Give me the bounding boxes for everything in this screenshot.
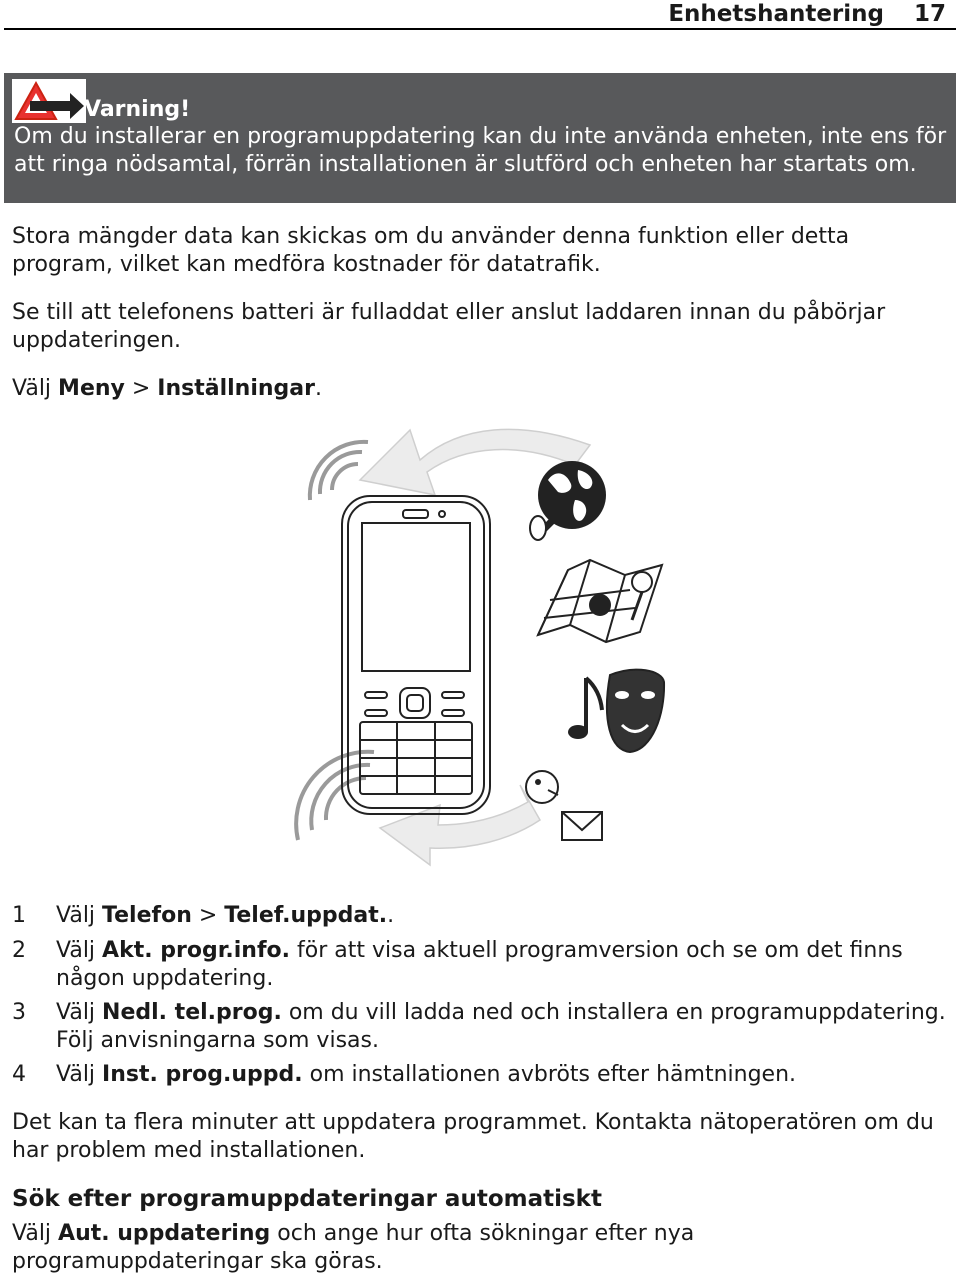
step-rest: . <box>387 903 395 928</box>
select-prefix: Välj <box>12 1221 59 1246</box>
auto-update-option: Aut. uppdatering <box>58 1221 271 1246</box>
select-prefix: Välj <box>12 376 59 401</box>
chat-icon <box>526 771 558 803</box>
paragraph-auto-update <box>12 1220 950 1276</box>
step-prefix: Välj <box>56 1000 103 1025</box>
globe-icon <box>530 461 606 540</box>
step-prefix: Välj <box>56 903 103 928</box>
current-version-option: Akt. progr.info. <box>102 938 291 963</box>
paragraph-duration: Det kan ta flera minuter att uppdatera programmet. Kontakta nätoperatören om du har problem med installationen. <box>12 1110 934 1163</box>
header-divider <box>4 28 956 30</box>
settings-label: Inställningar <box>157 376 315 401</box>
step-rest: om du vill ladda ned och installera en programuppdatering. Följ anvisningarna som visas. <box>56 1000 946 1053</box>
paragraph-data-cost: Stora mängder data kan skickas om du använder denna funktion eller detta program, vilket kan medföra kostnader för datatrafik. <box>12 224 850 277</box>
paragraph-battery: Se till att telefonens batteri är fulladdat eller anslut laddaren innan du påbörjar uppdateringen. <box>12 300 886 353</box>
install-option: Inst. prog.uppd. <box>102 1062 303 1087</box>
step-number: 4 <box>12 1062 26 1087</box>
section-heading: Sök efter programuppdateringar automatiskt <box>12 1186 602 1212</box>
map-icon <box>538 560 662 642</box>
page-number: 17 <box>913 1 946 27</box>
select-menu-line <box>12 375 950 403</box>
menu-label: Meny <box>58 376 125 401</box>
step-number: 2 <box>12 938 26 963</box>
step-rest: för att visa aktuell programversion och se om det finns någon uppdatering. <box>56 938 903 991</box>
update-illustration <box>290 420 680 875</box>
warning-icon <box>12 79 86 123</box>
music-theater-icon <box>568 670 664 752</box>
page-header <box>0 0 960 30</box>
update-option: Telef.uppdat. <box>224 903 388 928</box>
phone-option: Telefon <box>102 903 192 928</box>
warning-box <box>4 73 956 203</box>
section-title: Enhetshantering <box>668 1 884 27</box>
step-number: 3 <box>12 1000 26 1025</box>
path-separator: > <box>191 903 225 928</box>
warning-title: Varning! <box>84 97 191 122</box>
step-text <box>56 902 952 930</box>
step-prefix: Välj <box>56 938 103 963</box>
step-prefix: Välj <box>56 1062 103 1087</box>
envelope-icon <box>562 812 602 840</box>
warning-text: Om du installerar en programuppdatering kan du inte använda enheten, inte ens för att ringa nödsamtal, förrän installationen är slutförd och enheten har startats om. <box>14 124 947 177</box>
step-text <box>56 999 952 1055</box>
step-rest: om installationen avbröts efter hämtningen. <box>302 1062 797 1087</box>
download-option: Nedl. tel.prog. <box>102 1000 282 1025</box>
step-text <box>56 1061 952 1089</box>
sentence-end: . <box>315 376 322 401</box>
step-text <box>56 937 952 993</box>
paragraph-rest: och ange hur ofta sökningar efter nya programuppdateringar ska göras. <box>12 1221 695 1274</box>
path-separator: > <box>124 376 158 401</box>
step-number: 1 <box>12 903 26 928</box>
